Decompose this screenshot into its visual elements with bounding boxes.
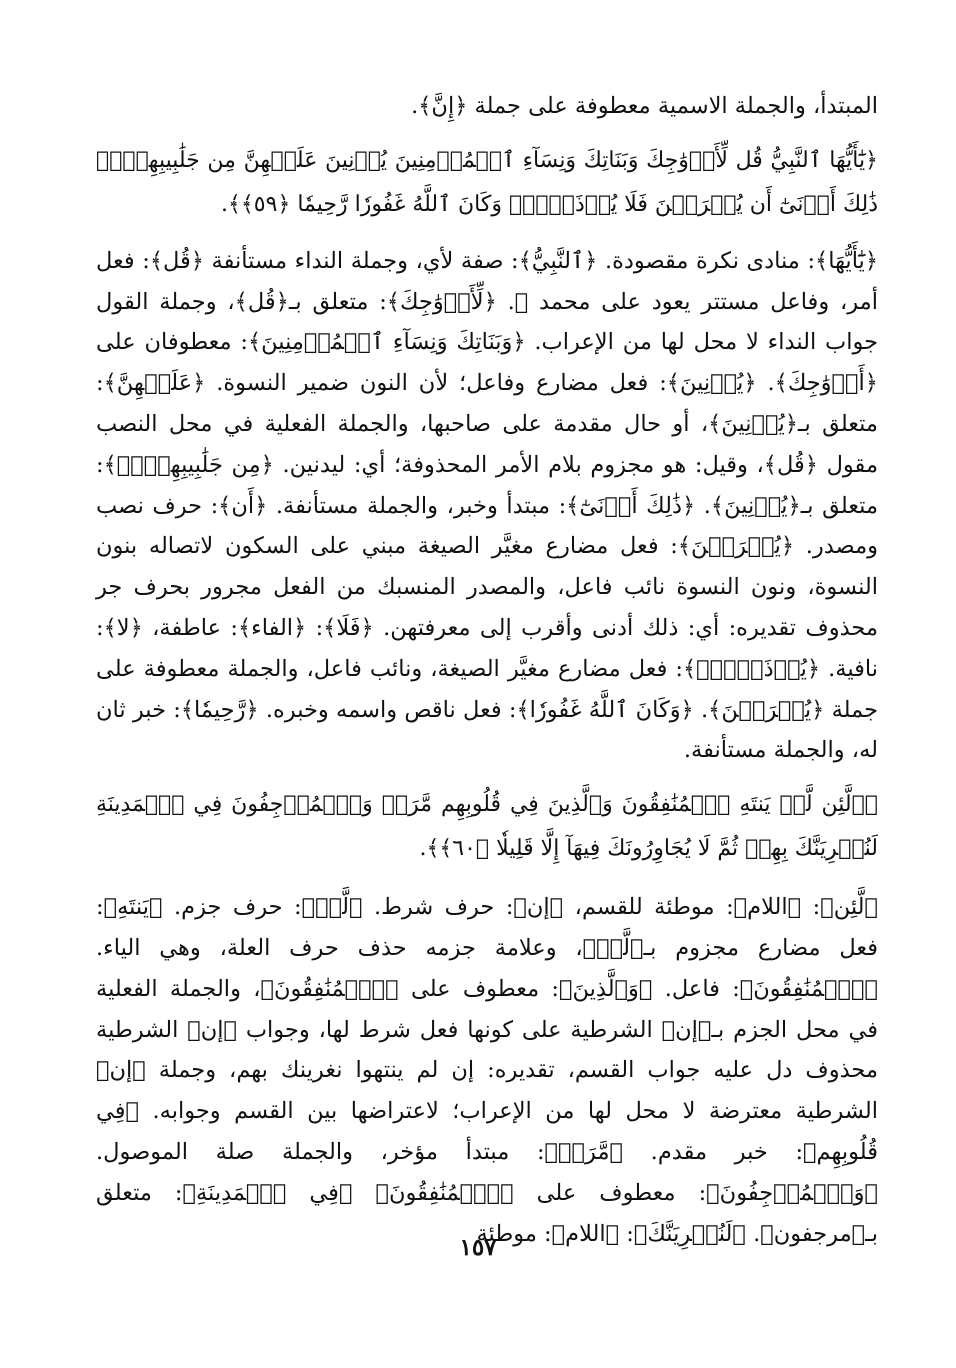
grammar-analysis-59: ﴿يَٰٓأَيُّهَا﴾: منادى نكرة مقصودة. ﴿ٱلنَّبِيُّ﴾: صفة لأي، وجملة النداء مستأنفة ﴿قُل﴾: فعل أمر، وفاعل مستتر يعود على محمد ﷺ. ﴿لِّأَزۡوَٰجِكَ﴾: متعلق بـ﴿قُل﴾، وجملة القول جواب النداء لا محل لها من الإعراب. ﴿وَبَنَاتِكَ وَنِسَآءِ ٱلۡمُؤۡمِنِينَ﴾: معطوفان على ﴿أَزۡوَٰجِكَ﴾. ﴿يُدۡنِينَ﴾: فعل مضارع وفاعل؛ لأن النون ضمير النسوة. ﴿عَلَيۡهِنَّ﴾: متعلق بـ﴿يُدۡنِينَ﴾، أو حال مقدمة على صاحبها، والجملة الفعلية في محل النصب مقول ﴿قُل﴾، وقيل: هو مجزوم بلام الأمر المحذوفة؛ أي: ليدنين. ﴿مِن جَلَٰبِيبِهِنَّۚ﴾: متعلق بـ﴿يُدۡنِينَ﴾. ﴿ذَٰلِكَ أَدۡنَىٰٓ﴾: مبتدأ وخبر، والجملة مستأنفة. ﴿أَن﴾: حرف نصب ومصدر. ﴿يُعۡرَفۡنَ﴾: فعل مضارع مغيَّر الصيغة مبني على السكون لاتصاله بنون النسوة، ونون النسوة نائب فاعل، والمصدر المنسبك من الفعل مجرور بحرف جر محذوف تقديره: أي: ذلك أدنى وأقرب إلى معرفتهن. ﴿فَلَا﴾: ﴿الفاء﴾: عاطفة، ﴿لا﴾: نافية. ﴿يُؤۡذَيۡنَۗ﴾: فعل مضارع مغيَّر الصيغة، ونائب فاعل، والجملة معطوفة على جملة ﴿يُعۡرَفۡنَ﴾. ﴿وَكَانَ ٱللَّهُ غَفُورٗا﴾: فعل ناقص واسمه وخبره. ﴿رَّحِيمٗا﴾: خبر ثان له، والجملة مستأنفة. xyxy=(96,247,878,764)
paragraph-continuation: المبتدأ، والجملة الاسمية معطوفة على جملة ﴿إِنَّ﴾. xyxy=(411,93,878,119)
page-number: ١٥٧ xyxy=(459,1234,497,1261)
quran-verse-60: ﴿۞لَّئِن لَّمۡ يَنتَهِ ٱلۡمُنَٰفِقُونَ وَٱلَّذِينَ فِي قُلُوبِهِم مَّرَضٞ وَٱلۡمُرۡجِفُونَ فِي ٱلۡمَدِينَةِ لَنُغۡرِيَنَّكَ بِهِمۡ ثُمَّ لَا يُجَاوِرُونَكَ فِيهَآ إِلَّا قَلِيلٗا ﴿٦٠﴾﴾. xyxy=(96,792,878,862)
grammar-analysis-60: ﴿لَّئِن﴾: ﴿اللام﴾: موطئة للقسم، ﴿إن﴾: حرف شرط. ﴿لَّمۡ﴾: حرف جزم. ﴿يَنتَهِ﴾: فعل مضارع مجزوم بـ﴿لَّمۡ﴾، وعلامة جزمه حذف حرف العلة، وهي الياء. ﴿ٱلۡمُنَٰفِقُونَ﴾: فاعل. ﴿وَٱلَّذِينَ﴾: معطوف على ﴿ٱلۡمُنَٰفِقُونَ﴾، والجملة الفعلية في محل الجزم بـ﴿إن﴾ الشرطية على كونها فعل شرط لها، وجواب ﴿إن﴾ الشرطية محذوف دل عليه جواب القسم، تقديره: إن لم ينتهوا نغرينك بهم، وجملة ﴿إن﴾ الشرطية معترضة لا محل لها من الإعراب؛ لاعتراضها بين القسم وجوابه. ﴿فِي قُلُوبِهِم﴾: خبر مقدم. ﴿مَّرَضٞ﴾: مبتدأ مؤخر، والجملة صلة الموصول. ﴿وَٱلۡمُرۡجِفُونَ﴾: معطوف على ﴿ٱلۡمُنَٰفِقُونَ﴾ ﴿فِي ٱلۡمَدِينَةِ﴾: متعلق بـ﴿مرجفون﴾. ﴿لَنُغۡرِيَنَّكَ﴾: ﴿اللام﴾: موطئة xyxy=(96,894,878,1247)
quran-verse-59: ﴿يَٰٓأَيُّهَا ٱلنَّبِيُّ قُل لِّأَزۡوَٰجِكَ وَبَنَاتِكَ وَنِسَآءِ ٱلۡمُؤۡمِنِينَ يُدۡنِينَ عَلَيۡهِنَّ مِن جَلَٰبِيبِهِنَّۚ ذَٰلِكَ أَدۡنَىٰٓ أَن يُعۡرَفۡنَ فَلَا يُؤۡذَيۡنَۗ وَكَانَ ٱللَّهُ غَفُورٗا رَّحِيمٗا ﴿٥٩﴾﴾. xyxy=(96,147,878,217)
